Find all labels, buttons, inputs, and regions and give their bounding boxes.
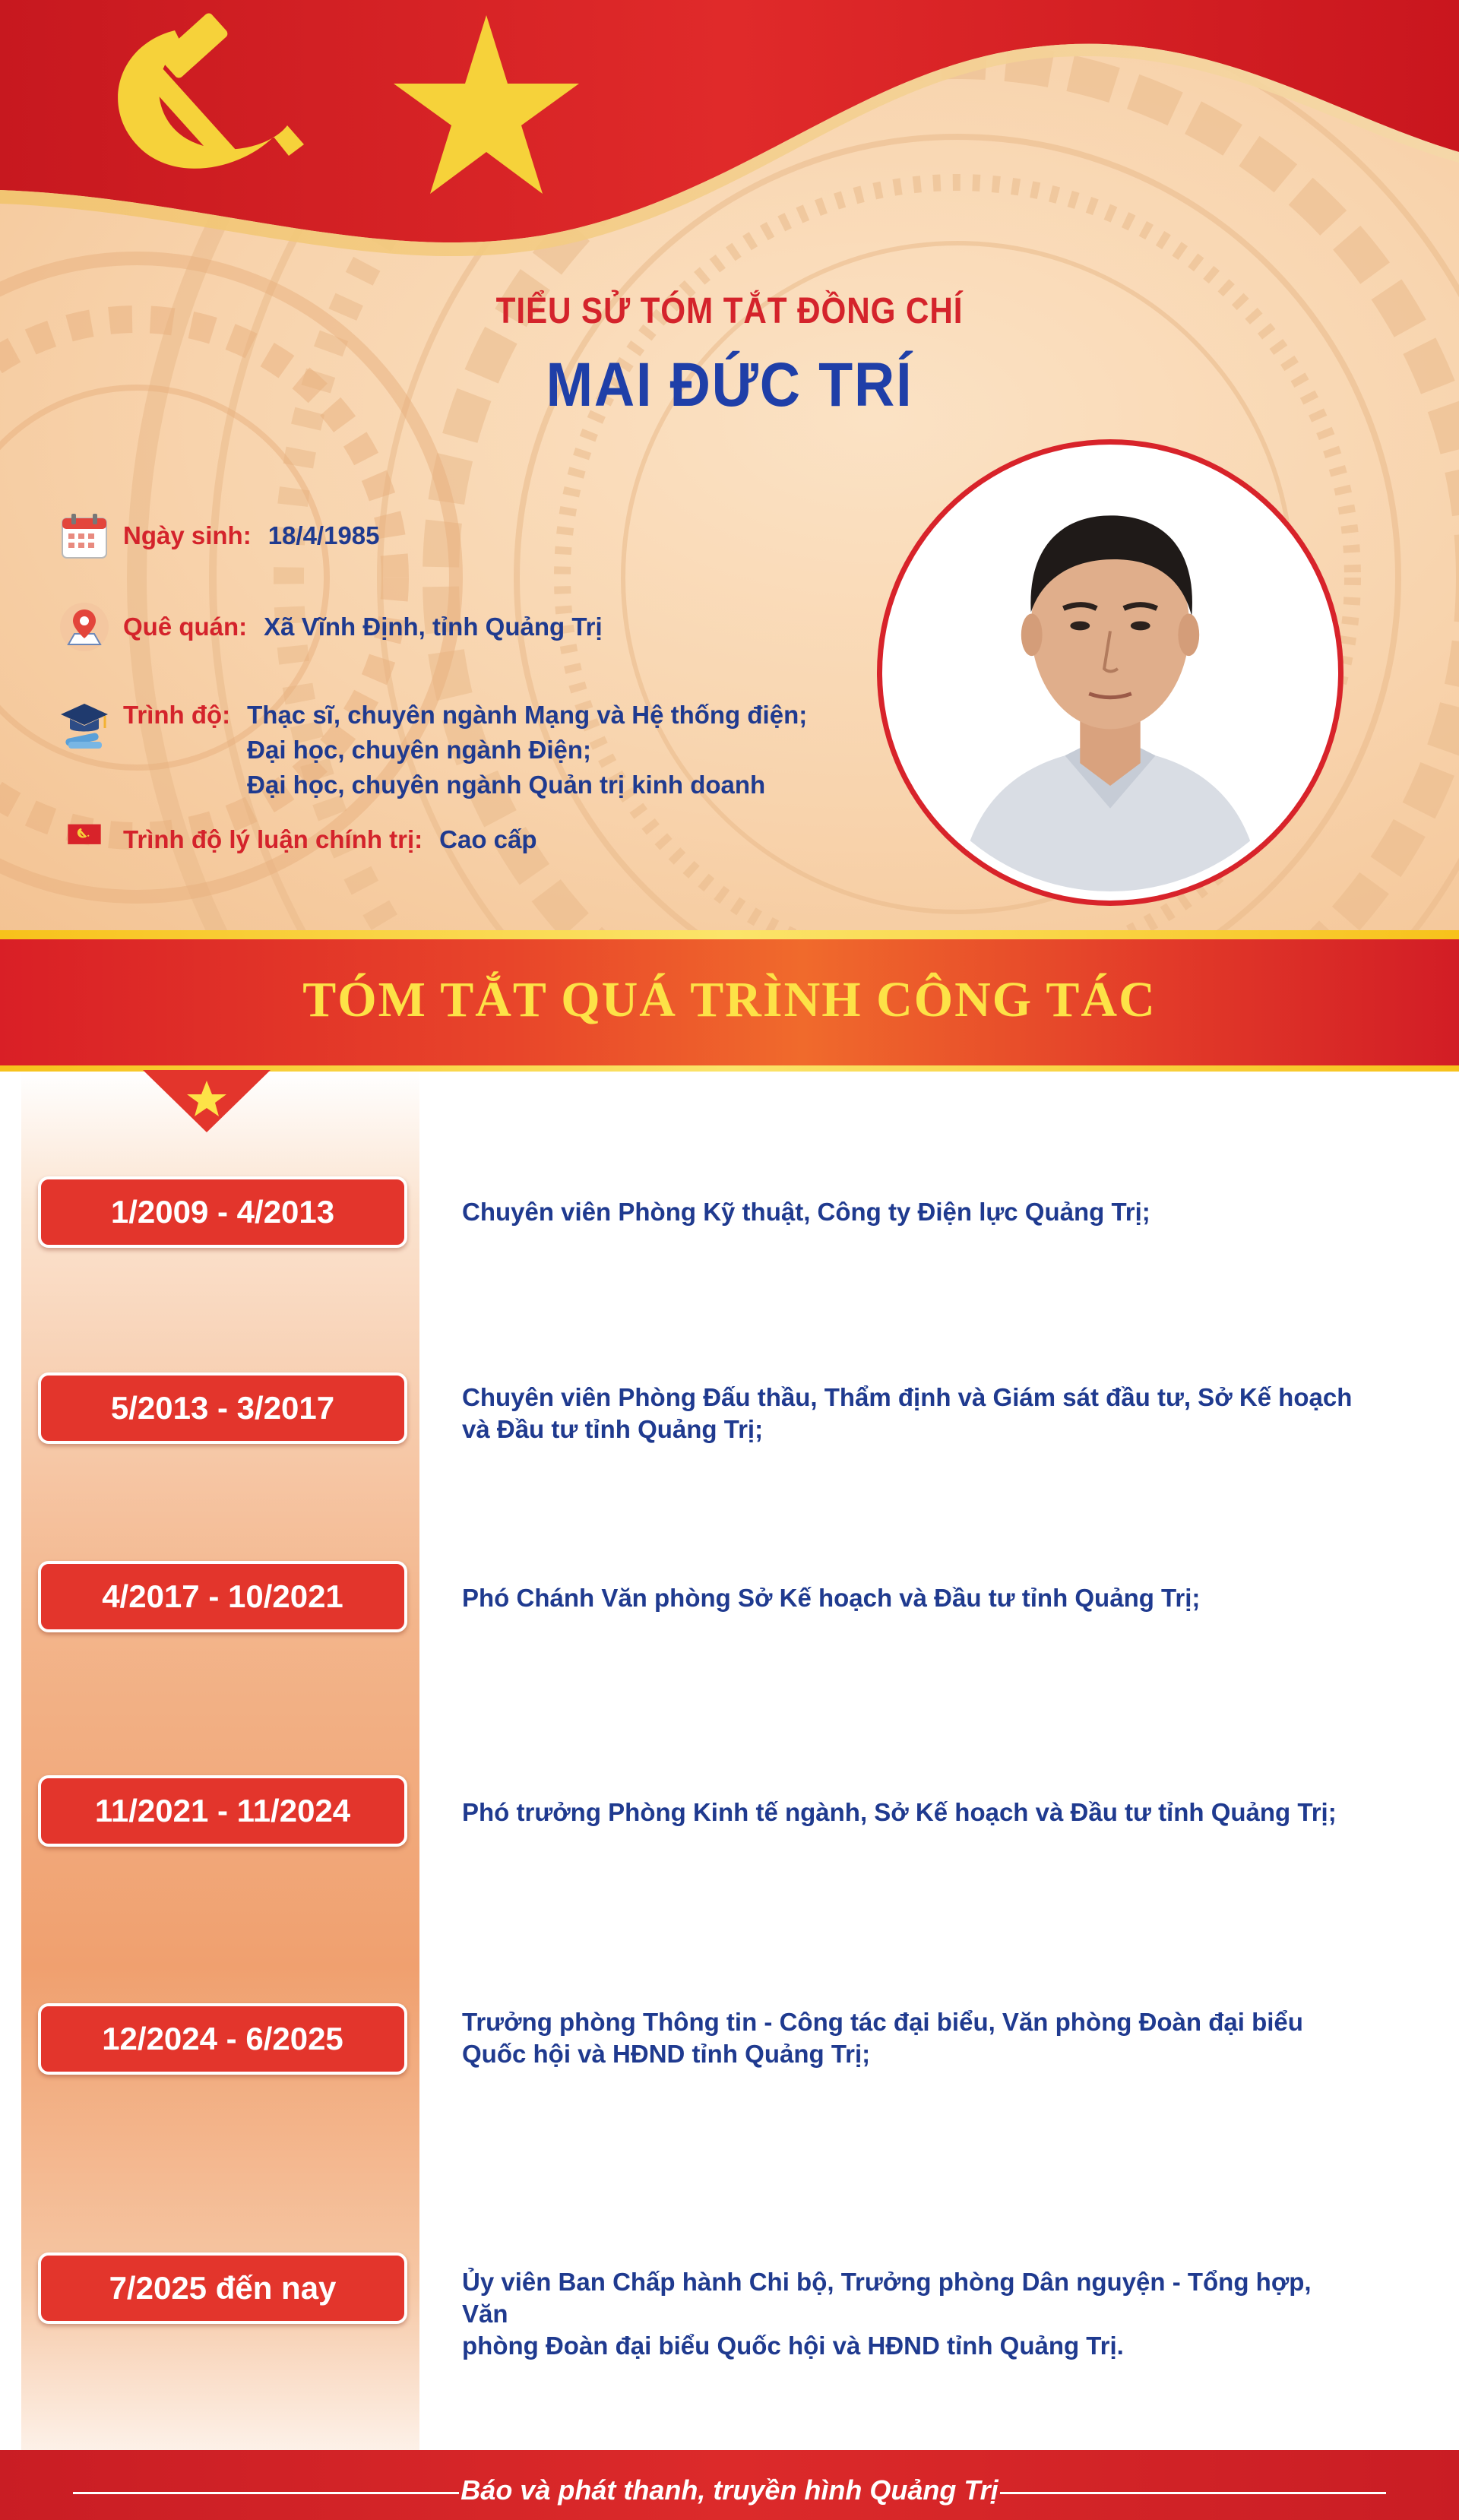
timeline-description bbox=[462, 1797, 1359, 1828]
graduation-cap-icon bbox=[58, 698, 111, 751]
timeline-description bbox=[462, 1382, 1359, 1445]
political-row bbox=[58, 822, 537, 857]
red-flag-banner bbox=[0, 0, 1459, 319]
calendar-icon bbox=[58, 509, 111, 562]
education-row bbox=[58, 698, 807, 803]
education-line: Thạc sĩ, chuyên ngành Mạng và Hệ thống điện; bbox=[247, 701, 808, 729]
description-line: Ủy viên Ban Chấp hành Chi bộ, Trưởng phòng Dân nguyện - Tổng hợp, Văn bbox=[462, 2268, 1312, 2328]
period-badge: 7/2025 đến nay bbox=[38, 2252, 407, 2324]
education-list bbox=[247, 698, 807, 803]
description-line: Trưởng phòng Thông tin - Công tác đại biểu, Văn phòng Đoàn đại biểu bbox=[462, 2008, 1303, 2036]
timeline-description bbox=[462, 2266, 1359, 2362]
timeline-description bbox=[462, 1582, 1359, 1614]
hometown-label: Quê quán: bbox=[123, 613, 248, 641]
party-flag-icon bbox=[58, 822, 111, 857]
description-line: Phó trưởng Phòng Kinh tế ngành, Sở Kế hoạch và Đầu tư tỉnh Quảng Trị; bbox=[462, 1798, 1337, 1826]
education-label: Trình độ: bbox=[123, 701, 231, 729]
period-badge: 5/2013 - 3/2017 bbox=[38, 1372, 407, 1444]
map-pin-icon bbox=[58, 600, 111, 654]
biography-subtitle: TIỂU SỬ TÓM TẮT ĐỒNG CHÍ bbox=[495, 291, 964, 331]
hometown-row bbox=[58, 600, 603, 654]
timeline-description bbox=[462, 1196, 1359, 1228]
period-badge: 4/2017 - 10/2021 bbox=[38, 1561, 407, 1632]
section-title: TÓM TẮT QUÁ TRÌNH CÔNG TÁC bbox=[302, 972, 1157, 1027]
star-pennant-icon bbox=[143, 1070, 271, 1132]
political-label: Trình độ lý luận chính trị: bbox=[123, 825, 423, 853]
profile-header bbox=[0, 0, 1459, 933]
birth-row bbox=[58, 509, 380, 562]
period-badge: 1/2009 - 4/2013 bbox=[38, 1176, 407, 1248]
period-badge: 12/2024 - 6/2025 bbox=[38, 2003, 407, 2075]
description-line: Quốc hội và HĐND tỉnh Quảng Trị; bbox=[462, 2040, 871, 2068]
description-line: Chuyên viên Phòng Kỹ thuật, Công ty Điện lực Quảng Trị; bbox=[462, 1198, 1150, 1226]
description-line: Chuyên viên Phòng Đấu thầu, Thẩm định và Giám sát đầu tư, Sở Kế hoạch bbox=[462, 1383, 1353, 1411]
education-line: Đại học, chuyên ngành Điện; bbox=[247, 736, 592, 764]
description-line: và Đầu tư tỉnh Quảng Trị; bbox=[462, 1415, 764, 1443]
hometown-value: Xã Vĩnh Định, tỉnh Quảng Trị bbox=[264, 613, 603, 641]
political-value: Cao cấp bbox=[439, 825, 537, 853]
description-line: Phó Chánh Văn phòng Sở Kế hoạch và Đầu tư tỉnh Quảng Trị; bbox=[462, 1584, 1201, 1612]
person-name: MAI ĐỨC TRÍ bbox=[546, 350, 913, 419]
timeline-description bbox=[462, 2006, 1359, 2070]
education-line: Đại học, chuyên ngành Quản trị kinh doanh bbox=[247, 771, 766, 799]
birth-label: Ngày sinh: bbox=[123, 521, 252, 549]
footer-credit: Báo và phát thanh, truyền hình Quảng Trị bbox=[460, 2474, 999, 2506]
banner-top-edge bbox=[0, 930, 1459, 939]
description-line: phòng Đoàn đại biểu Quốc hội và HĐND tỉnh Quảng Trị. bbox=[462, 2332, 1124, 2360]
portrait-photo bbox=[891, 454, 1329, 891]
period-badge: 11/2021 - 11/2024 bbox=[38, 1775, 407, 1847]
birth-value: 18/4/1985 bbox=[267, 521, 380, 549]
timeline-column bbox=[21, 1072, 419, 2450]
portrait-frame bbox=[877, 439, 1343, 906]
